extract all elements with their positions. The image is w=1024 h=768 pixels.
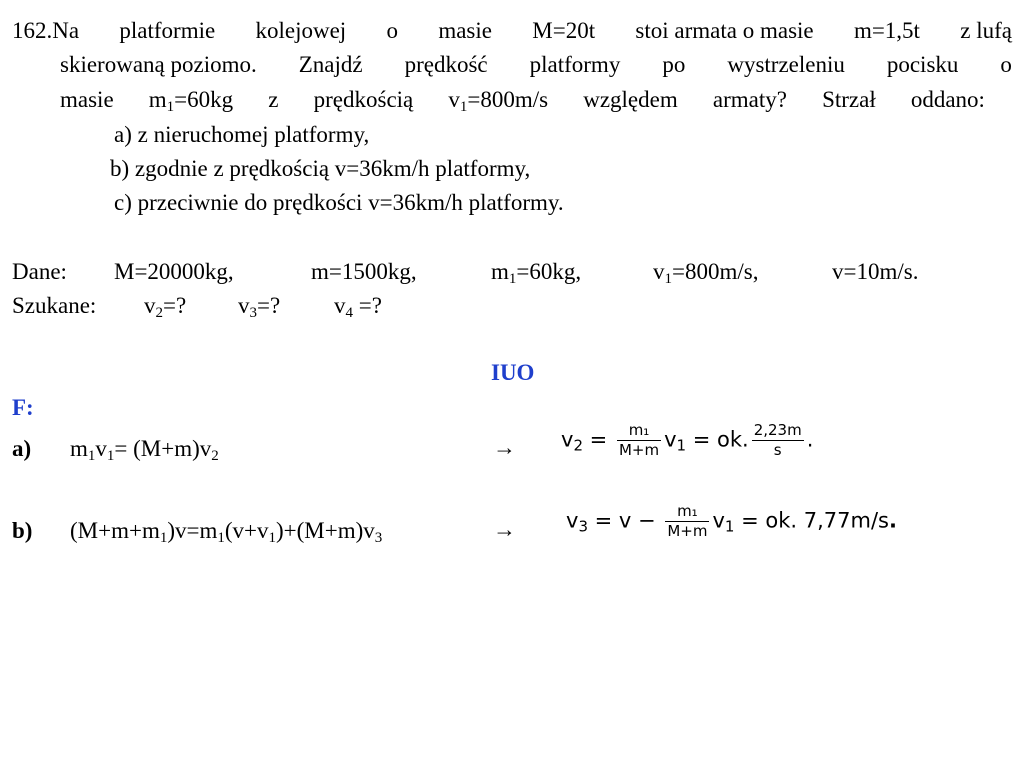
- word: wystrzeleniu: [727, 52, 845, 77]
- solution-a-label: a): [12, 436, 32, 461]
- word: z lufą: [960, 18, 1012, 43]
- word: kolejowej: [255, 18, 347, 43]
- given-m1: [491, 259, 582, 287]
- period: .: [806, 427, 814, 452]
- approx-text: = ok.: [686, 427, 749, 452]
- unknown-mark: =?: [353, 293, 382, 318]
- option-a: a) z nieruchomej platformy,: [114, 122, 370, 147]
- given-v: v=10m/s.: [832, 259, 919, 284]
- velocity-value: =800m/s,: [672, 259, 759, 284]
- velocity-symbol: v: [653, 259, 665, 284]
- mass-symbol: m: [70, 436, 88, 461]
- subscript: 1: [508, 271, 517, 287]
- word: masie: [60, 87, 114, 112]
- solution-b-equation: [70, 518, 383, 546]
- word: pocisku: [886, 52, 959, 77]
- velocity-symbol: v: [566, 508, 579, 533]
- word: Znajdź: [298, 52, 363, 77]
- word: [148, 87, 234, 115]
- subscript: 1: [724, 517, 735, 536]
- f-label: F:: [12, 395, 34, 420]
- mass-symbol: m: [491, 259, 509, 284]
- subscript: 2: [573, 436, 583, 455]
- subscript: 1: [676, 436, 687, 455]
- option-b: b) zgodnie z prędkością v=36km/h platformy,: [110, 156, 531, 181]
- word: względem: [583, 87, 678, 112]
- subscript: 3: [578, 517, 588, 536]
- word: platformy: [529, 52, 621, 77]
- equation-rhs: = (M+m)v: [114, 436, 212, 461]
- given-v1: [653, 259, 759, 287]
- word: M=20t: [532, 18, 596, 43]
- subscript: 1: [106, 448, 115, 464]
- result-value: = ok. 7,77m/s: [734, 508, 889, 533]
- problem-line-3: [60, 87, 985, 115]
- word: oddano:: [910, 87, 985, 112]
- iuo-heading: IUO: [491, 360, 535, 385]
- given-m: m=1500kg,: [311, 259, 417, 284]
- word: 162.Na: [12, 18, 80, 43]
- word: po: [662, 52, 686, 77]
- word: platformie: [119, 18, 216, 43]
- word: [448, 87, 549, 115]
- velocity-symbol: v: [664, 427, 677, 452]
- subscript: 1: [459, 99, 468, 115]
- given-M: M=20000kg,: [114, 259, 234, 284]
- word: z: [268, 87, 279, 112]
- sought-v2: [144, 293, 187, 321]
- equation-part: (v+v: [224, 518, 269, 543]
- numerator: m₁: [617, 423, 661, 441]
- given-label: Dane:: [12, 259, 67, 284]
- subscript: 1: [664, 271, 672, 287]
- velocity-symbol: v: [448, 87, 460, 112]
- subscript: 1: [87, 448, 96, 464]
- subscript: 4: [345, 305, 353, 321]
- arrow-icon: →: [493, 517, 516, 542]
- subscript: 1: [217, 530, 225, 546]
- unknown-mark: =?: [163, 293, 187, 318]
- velocity-value: =800m/s: [467, 87, 549, 112]
- word: o: [1000, 52, 1012, 77]
- equals-sign: =: [582, 427, 614, 452]
- word: o: [386, 18, 399, 43]
- word: armaty?: [712, 87, 787, 112]
- unknown-mark: =?: [257, 293, 281, 318]
- subscript: 3: [249, 305, 257, 321]
- word: stoi armata o masie: [635, 18, 814, 43]
- word: prędkość: [404, 52, 488, 77]
- subscript: 1: [166, 99, 175, 115]
- arrow-icon: →: [493, 435, 516, 460]
- word: Strzał: [822, 87, 876, 112]
- option-c: c) przeciwnie do prędkości v=36km/h platformy.: [114, 190, 564, 215]
- fraction: [665, 504, 709, 539]
- solution-a-result: [561, 423, 813, 458]
- period: .: [888, 508, 897, 533]
- numerator: 2,23m: [753, 421, 802, 439]
- mass-value: =60kg,: [516, 259, 582, 284]
- fraction: [752, 423, 804, 458]
- sought-v4: [334, 293, 382, 321]
- subscript: 2: [155, 305, 163, 321]
- subscript: 2: [211, 448, 219, 464]
- word: skierowaną poziomo.: [60, 52, 257, 77]
- subscript: 1: [268, 530, 277, 546]
- word: m=1,5t: [853, 18, 920, 43]
- equation-part: )v=m: [167, 518, 218, 543]
- velocity-symbol: v: [334, 293, 346, 318]
- numerator: m₁: [665, 504, 709, 522]
- velocity-symbol: v: [561, 427, 574, 452]
- problem-line-1: [12, 19, 1012, 42]
- solution-b-label: b): [12, 518, 33, 543]
- sought-v3: [238, 293, 281, 321]
- problem-line-2: [60, 53, 1012, 76]
- subscript: 1: [159, 530, 168, 546]
- fraction: [617, 423, 661, 458]
- sought-label: Szukane:: [12, 293, 97, 318]
- word: prędkością: [313, 87, 414, 112]
- mass-symbol: m: [148, 87, 167, 112]
- solution-b-result: [566, 504, 897, 539]
- equation-part: (M+m+m: [70, 518, 160, 543]
- denominator: M+m: [667, 522, 708, 540]
- velocity-symbol: v: [712, 508, 725, 533]
- subscript: 3: [374, 530, 383, 546]
- word: masie: [438, 18, 492, 43]
- velocity-symbol: v: [238, 293, 250, 318]
- denominator: s: [773, 441, 782, 459]
- velocity-symbol: v: [95, 436, 107, 461]
- mass-value: =60kg: [174, 87, 234, 112]
- equation-part: )+(M+m)v: [276, 518, 375, 543]
- solution-a-equation: [70, 436, 219, 464]
- velocity-symbol: v: [144, 293, 156, 318]
- equals-minus: = v −: [587, 508, 663, 533]
- denominator: M+m: [618, 441, 660, 459]
